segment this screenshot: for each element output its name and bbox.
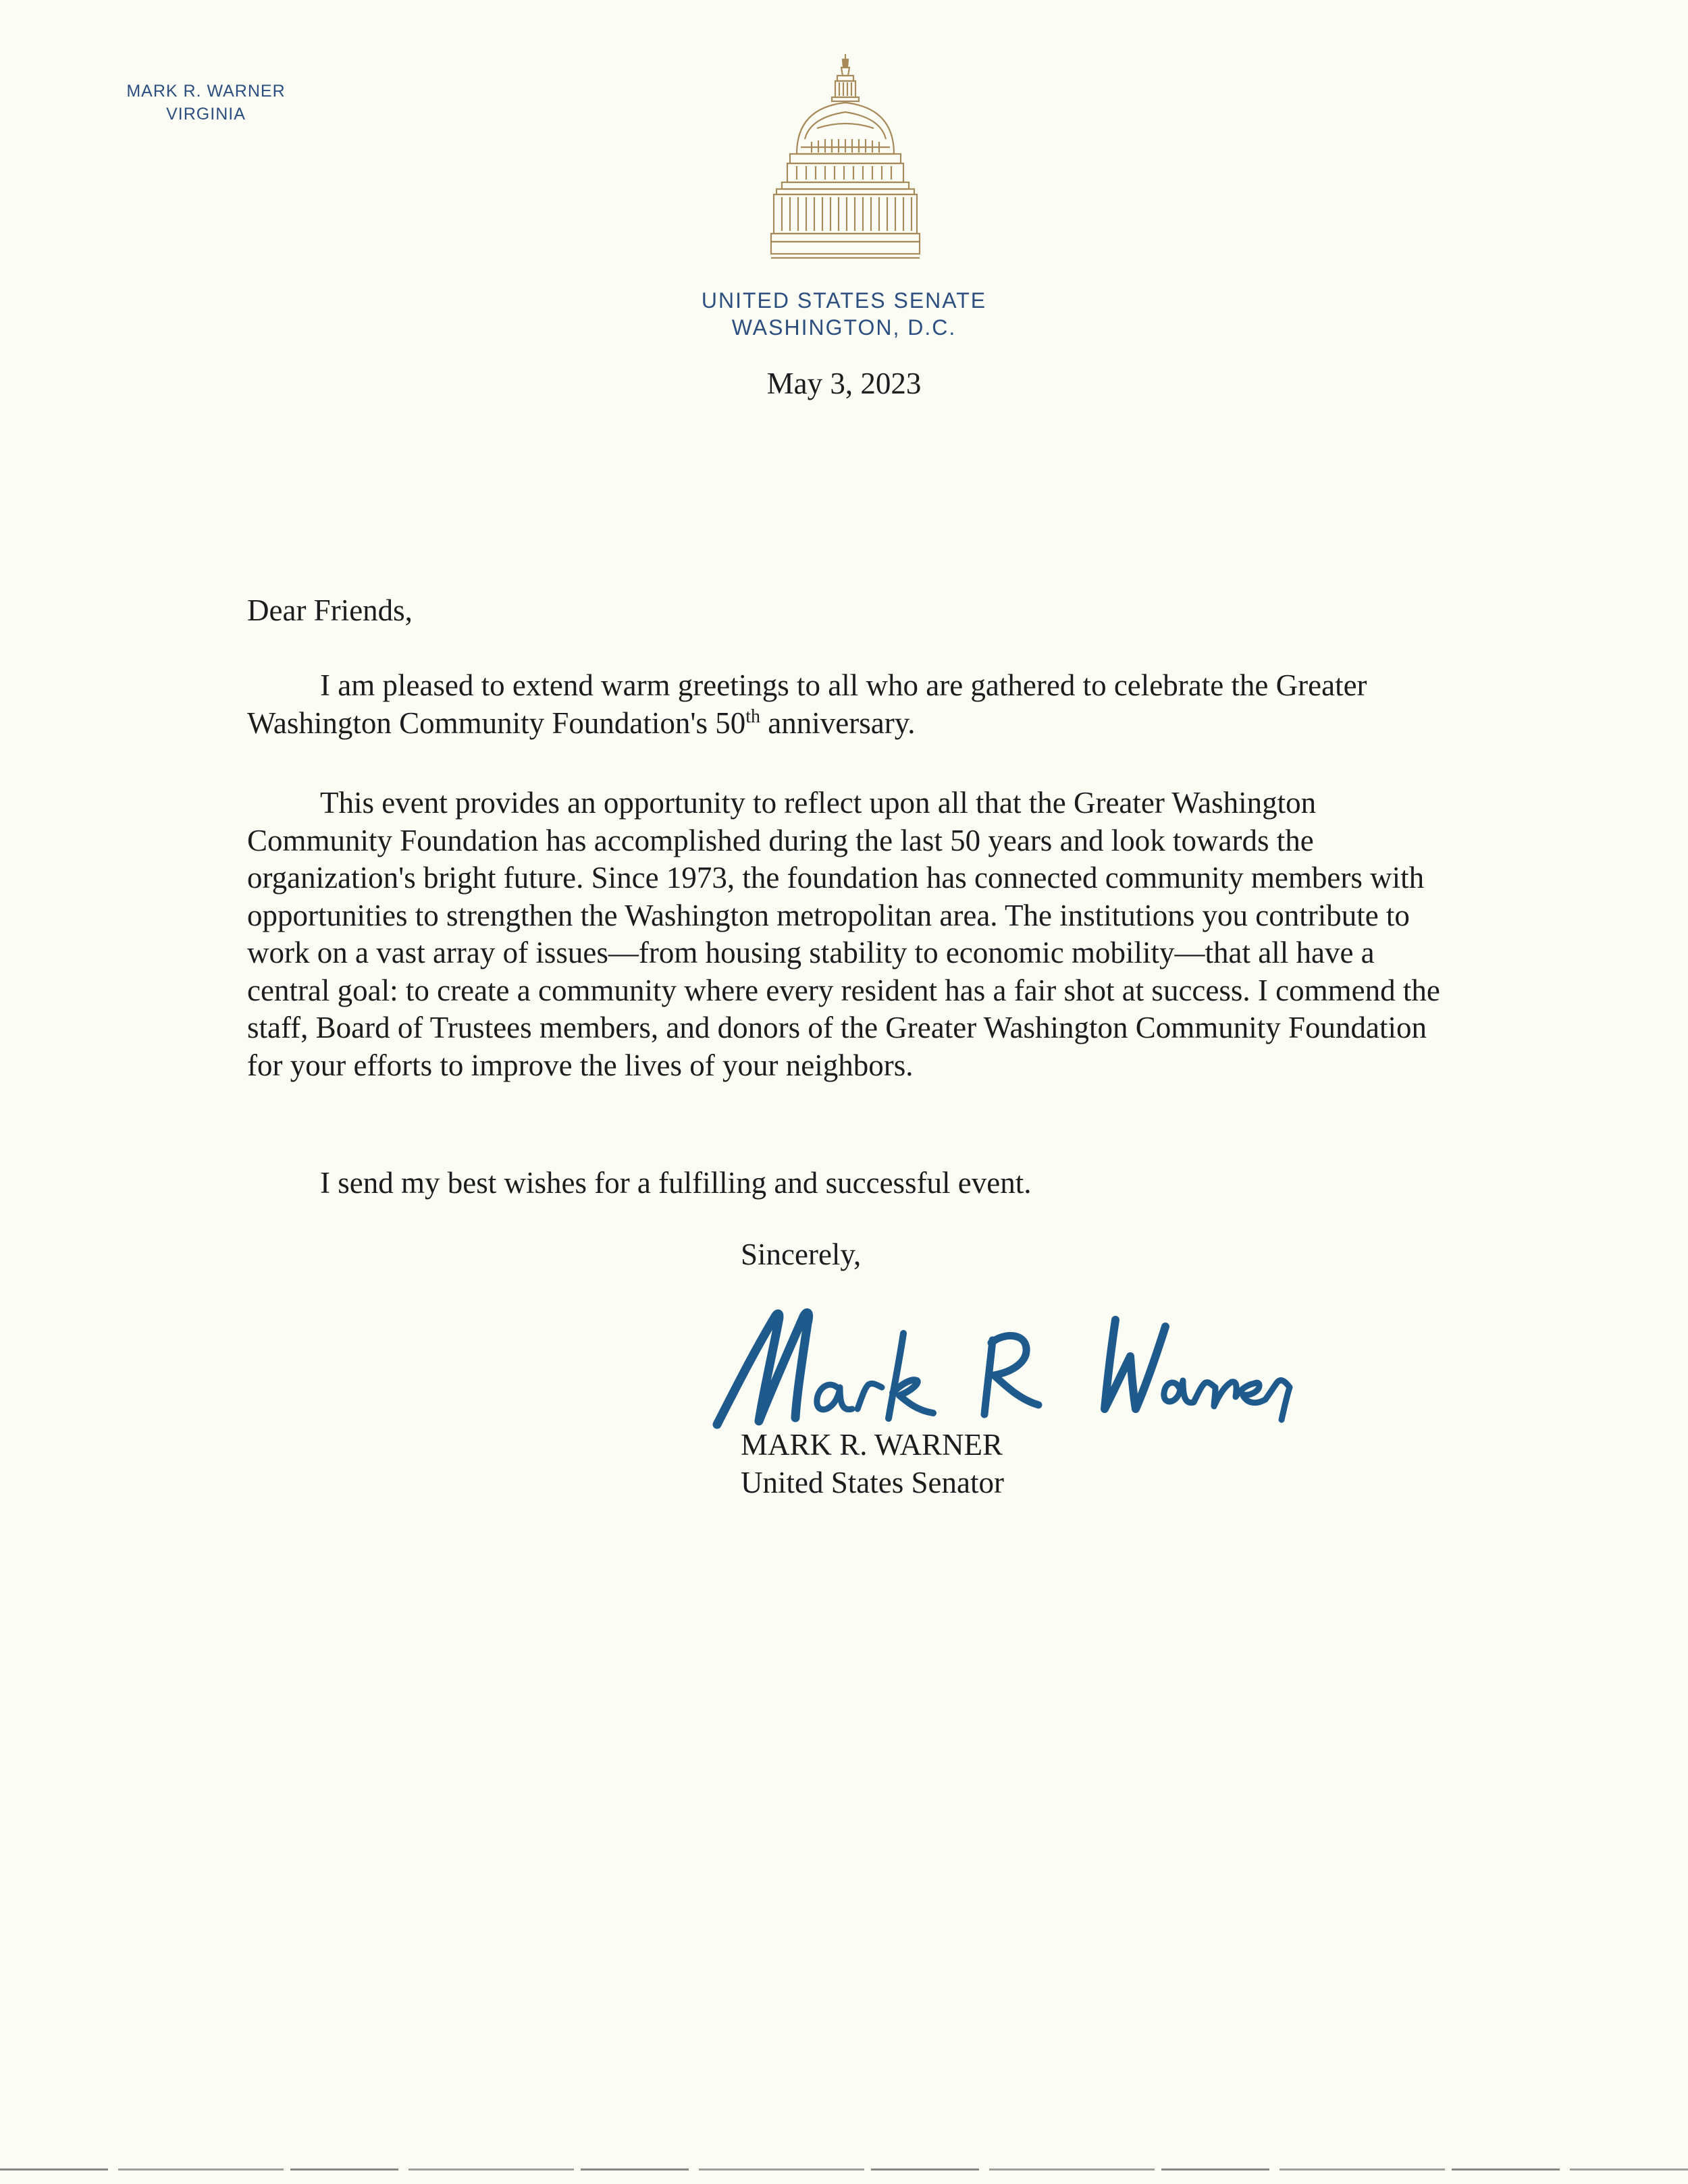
signature-image	[702, 1286, 1296, 1441]
scan-edge-line	[0, 2168, 1688, 2170]
letterhead-sender	[95, 80, 317, 126]
institution-name: UNITED STATES SENATE	[701, 288, 987, 313]
sender-name: MARK R. WARNER	[126, 82, 286, 101]
capitol-dome-icon	[770, 53, 922, 263]
paragraph-3: I send my best wishes for a fulfilling and successful event.	[320, 1166, 1032, 1200]
paragraph-1-text: I am pleased to extend warm greetings to all who are gathered to celebrate the Greater Washington Community Foundation's 50	[247, 668, 1367, 740]
salutation: Dear Friends,	[247, 593, 413, 627]
signer-title: United States Senator	[741, 1466, 1004, 1499]
paragraph-1-end: anniversary.	[760, 705, 916, 740]
signer-name: MARK R. WARNER	[741, 1428, 1003, 1462]
ordinal-suffix: th	[745, 705, 761, 727]
closing: Sincerely,	[741, 1237, 862, 1271]
paragraph-2: This event provides an opportunity to reflect upon all that the Greater Washington Community Foundation has accomplished during the last 50 years and look towards the organization's bright future. Since 1973, the foundation has connected community members with opportunities to strengthen the Washington metropolitan area. The institutions you contribute to work on a vast array of issues—from housing stability to economic mobility—that all have a central goal: to create a community where every resident has a fair shot at success. I commend the staff, Board of Trustees members, and donors of the Greater Washington Community Foundation for your efforts to improve the lives of your neighbors.	[247, 786, 1440, 1082]
signer-block	[741, 1426, 1004, 1501]
letter-date: May 3, 2023	[766, 367, 922, 400]
paragraph-1	[247, 667, 1449, 742]
institution-location: WASHINGTON, D.C.	[731, 315, 957, 340]
letterhead-institution	[574, 287, 1114, 341]
sender-state: VIRGINIA	[166, 105, 246, 124]
